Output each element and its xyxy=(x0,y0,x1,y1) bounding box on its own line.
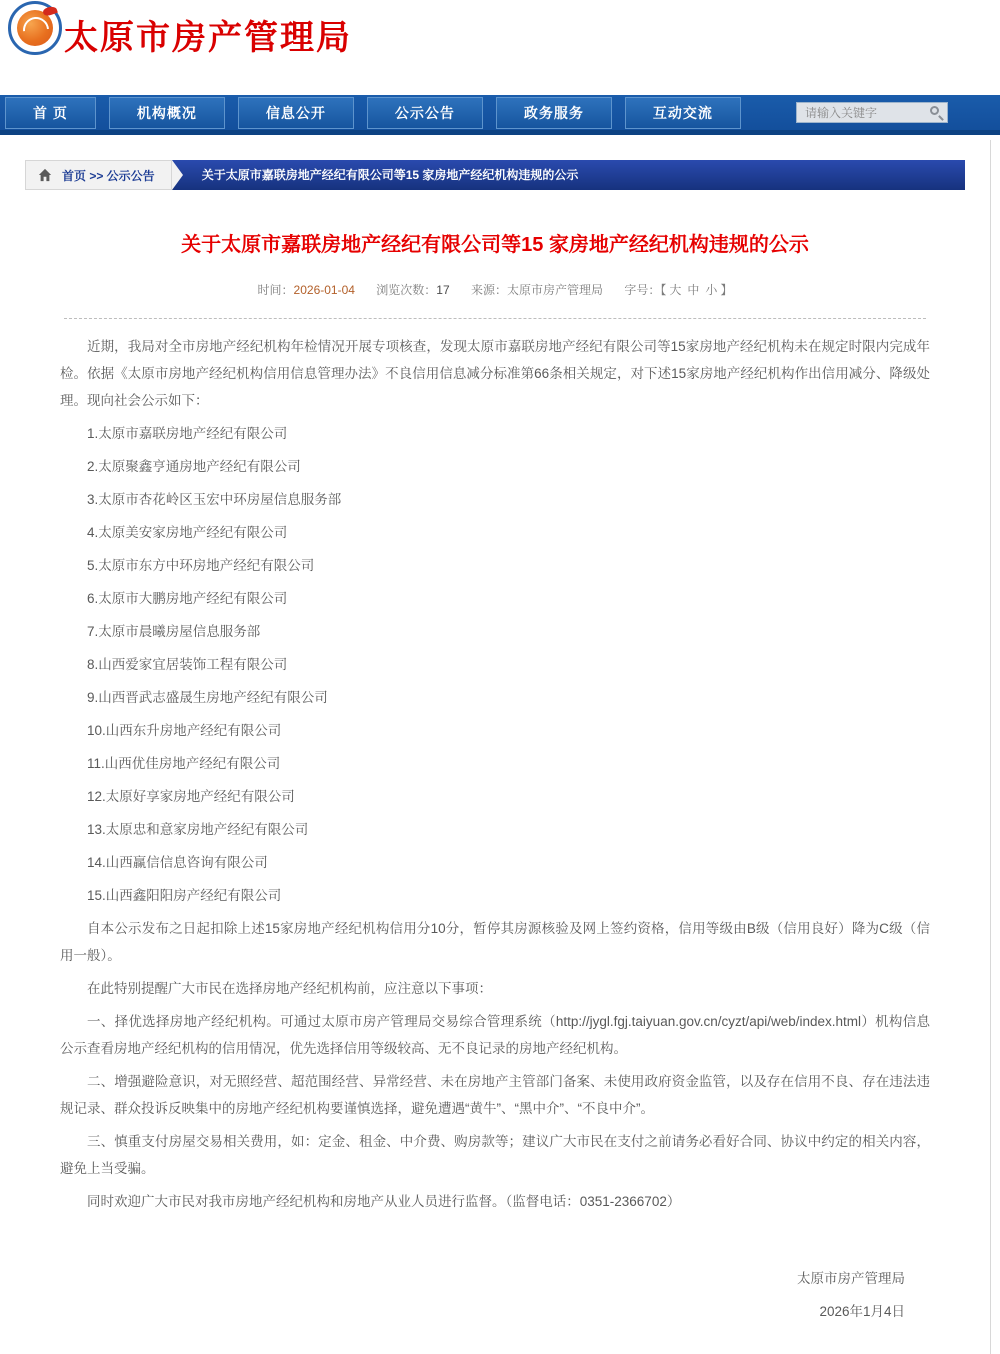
body-paragraph: 自本公示发布之日起扣除上述15家房地产经纪机构信用分10分，暂停其房源核验及网上签约资格，信用等级由B级（信用良好）降为C级（信用一般）。 xyxy=(60,921,930,963)
meta-fontsize-close: 】 xyxy=(720,283,733,297)
breadcrumb-path[interactable]: 首页 >> 公示公告 xyxy=(62,168,155,183)
page-right-edge xyxy=(990,140,991,1354)
company-item: 3.太原市杏花岭区玉宏中环房屋信息服务部 xyxy=(87,492,342,507)
signature-date: 2026年1月4日 xyxy=(819,1304,905,1319)
body-paragraph: 在此特别提醒广大市民在选择房地产经纪机构前，应注意以下事项： xyxy=(87,981,492,996)
article-meta xyxy=(60,281,930,298)
meta-source xyxy=(471,283,606,297)
breadcrumb-current: 关于太原市嘉联房地产经纪有限公司等15 家房地产经纪机构违规的公示 xyxy=(172,160,965,190)
bureau-seal-logo[interactable] xyxy=(8,1,62,55)
company-item: 10.山西东升房地产经纪有限公司 xyxy=(87,723,282,738)
dashed-divider xyxy=(64,318,926,319)
nav-item-interaction[interactable]: 互动交流 xyxy=(625,97,741,129)
breadcrumb xyxy=(25,160,965,190)
search-icon[interactable] xyxy=(930,106,939,115)
company-item: 8.山西爱家宜居装饰工程有限公司 xyxy=(87,657,288,672)
body-paragraph: 二、增强避险意识，对无照经营、超范围经营、异常经营、未在房地产主管部门备案、未使用政府资金监管，以及存在信用不良、存在违法违规记录、群众投诉反映集中的房地产经纪机构要谨慎选择，避免遭遇“黄牛”、“黑中介”、“不良中介”。 xyxy=(60,1074,930,1116)
company-item: 15.山西鑫阳阳房产经纪有限公司 xyxy=(87,888,282,903)
company-item: 4.太原美安家房地产经纪有限公司 xyxy=(87,525,288,540)
company-item: 5.太原市东方中环房地产经纪有限公司 xyxy=(87,558,315,573)
company-item: 9.山西晋武志盛晟生房地产经纪有限公司 xyxy=(87,690,328,705)
fontsize-small-button[interactable]: 小 xyxy=(705,283,718,297)
nav-item-info-disclosure[interactable]: 信息公开 xyxy=(238,97,354,129)
company-item: 7.太原市晨曦房屋信息服务部 xyxy=(87,624,261,639)
site-title: 太原市房产管理局 xyxy=(64,19,352,57)
meta-views-label: 浏览次数： xyxy=(376,283,437,297)
body-paragraph: 同时欢迎广大市民对我市房地产经纪机构和房地产从业人员进行监督。（监督电话：0351-2366702） xyxy=(87,1194,681,1209)
meta-time xyxy=(258,283,359,297)
meta-time-value: 2026-01-04 xyxy=(293,283,355,297)
nav-item-about[interactable]: 机构概况 xyxy=(109,97,225,129)
meta-views xyxy=(376,283,453,297)
company-item: 13.太原忠和意家房地产经纪有限公司 xyxy=(87,822,309,837)
fontsize-large-button[interactable]: 大 xyxy=(669,283,682,297)
breadcrumb-left xyxy=(25,160,172,190)
signature-org: 太原市房产管理局 xyxy=(797,1271,905,1286)
nav-item-services[interactable]: 政务服务 xyxy=(496,97,612,129)
company-item: 11.山西优佳房地产经纪有限公司 xyxy=(87,756,281,771)
site-header xyxy=(0,0,1000,95)
bureau-seal-logo-center xyxy=(17,10,53,46)
meta-fontsize xyxy=(624,283,732,297)
article-signature xyxy=(60,1265,905,1325)
home-icon[interactable] xyxy=(38,168,52,182)
article-title: 关于太原市嘉联房地产经纪有限公司等15 家房地产经纪机构违规的公示 xyxy=(181,234,809,256)
nav-search xyxy=(796,102,948,123)
meta-views-value: 17 xyxy=(436,283,450,297)
meta-source-value: 太原市房产管理局 xyxy=(507,283,604,297)
article xyxy=(25,228,965,1325)
main-nav xyxy=(0,95,1000,135)
company-item: 2.太原聚鑫亨通房地产经纪有限公司 xyxy=(87,459,301,474)
company-item: 1.太原市嘉联房地产经纪有限公司 xyxy=(87,426,288,441)
nav-item-announcements[interactable]: 公示公告 xyxy=(367,97,483,129)
company-item: 12.太原好享家房地产经纪有限公司 xyxy=(87,789,295,804)
search-input[interactable] xyxy=(796,102,948,123)
body-paragraph: 一、择优选择房地产经纪机构。可通过太原市房产管理局交易综合管理系统（http://jygl.fgj.taiyuan.gov.cn/cyzt/api/web/index.html）机构信息公示查看房地产经纪机构的信用情况，优先选择信用等级较高、无不良记录的房地产经纪机构。 xyxy=(60,1014,930,1056)
company-item: 6.太原市大鹏房地产经纪有限公司 xyxy=(87,591,288,606)
article-body xyxy=(60,333,930,1215)
intro-paragraph: 近期，我局对全市房地产经纪机构年检情况开展专项核查，发现太原市嘉联房地产经纪有限公司等15家房地产经纪机构未在规定时限内完成年检。依据《太原市房地产经纪机构信用信息管理办法》不良信用信息减分标准第66条相关规定，对下述15家房地产经纪机构作出信用减分、降级处理。现向社会公示如下： xyxy=(60,339,930,408)
meta-time-label: 时间： xyxy=(257,283,294,297)
meta-source-label: 来源： xyxy=(471,283,508,297)
meta-fontsize-label: 字号：【 xyxy=(624,283,667,297)
nav-item-home[interactable]: 首 页 xyxy=(5,97,96,129)
company-item: 14.山西赢信信息咨询有限公司 xyxy=(87,855,268,870)
body-paragraph: 三、慎重支付房屋交易相关费用，如：定金、租金、中介费、购房款等；建议广大市民在支付之前请务必看好合同、协议中约定的相关内容，避免上当受骗。 xyxy=(60,1134,930,1176)
fontsize-medium-button[interactable]: 中 xyxy=(687,283,700,297)
